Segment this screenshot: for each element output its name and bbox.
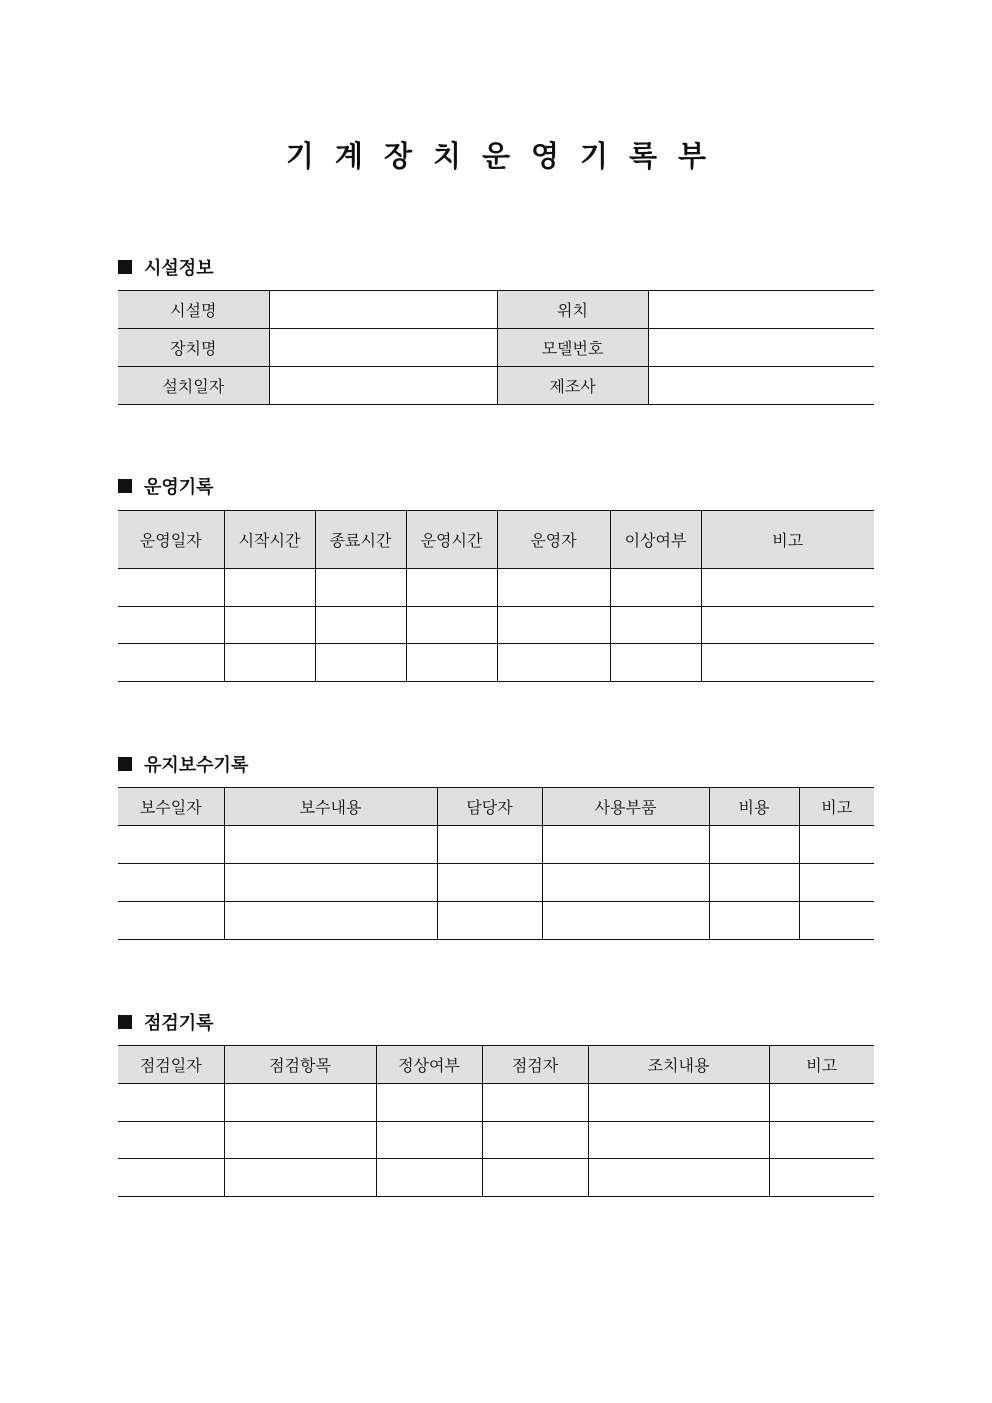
table-cell[interactable] xyxy=(769,1084,874,1122)
table-cell[interactable] xyxy=(118,644,224,682)
maintenance-record-table xyxy=(118,787,874,940)
column-header: 담당자 xyxy=(437,788,542,826)
table-cell[interactable] xyxy=(315,606,406,644)
column-header: 비고 xyxy=(769,1046,874,1084)
section-heading-facility xyxy=(118,254,214,280)
facility-name-field[interactable] xyxy=(269,291,497,329)
header-row xyxy=(118,1046,874,1084)
table-cell[interactable] xyxy=(610,644,701,682)
table-cell[interactable] xyxy=(224,569,315,607)
section-title: 시설정보 xyxy=(144,258,214,279)
table-cell[interactable] xyxy=(588,1121,769,1159)
table-cell[interactable] xyxy=(542,864,709,902)
table-cell[interactable] xyxy=(224,1121,376,1159)
table-cell[interactable] xyxy=(406,644,497,682)
table-cell[interactable] xyxy=(376,1159,482,1197)
device-name-field[interactable] xyxy=(269,329,497,367)
table-cell[interactable] xyxy=(118,1159,224,1197)
column-header: 보수내용 xyxy=(224,788,437,826)
column-header: 조치내용 xyxy=(588,1046,769,1084)
table-cell[interactable] xyxy=(497,606,610,644)
table-row xyxy=(118,826,874,864)
table-row xyxy=(118,1084,874,1122)
label-location: 위치 xyxy=(497,291,648,329)
header-row xyxy=(118,511,874,569)
table-cell[interactable] xyxy=(224,1159,376,1197)
column-header: 이상여부 xyxy=(610,511,701,569)
table-row xyxy=(118,569,874,607)
table-cell[interactable] xyxy=(610,569,701,607)
label-manufacturer: 제조사 xyxy=(497,367,648,405)
install-date-field[interactable] xyxy=(269,367,497,405)
column-header: 점검일자 xyxy=(118,1046,224,1084)
square-bullet-icon xyxy=(118,260,132,274)
column-header: 보수일자 xyxy=(118,788,224,826)
table-cell[interactable] xyxy=(406,606,497,644)
table-cell[interactable] xyxy=(315,644,406,682)
table-cell[interactable] xyxy=(224,644,315,682)
location-field[interactable] xyxy=(648,291,874,329)
table-cell[interactable] xyxy=(118,864,224,902)
table-row xyxy=(118,606,874,644)
section-heading-operation xyxy=(118,473,214,499)
table-cell[interactable] xyxy=(709,826,799,864)
column-header: 정상여부 xyxy=(376,1046,482,1084)
section-heading-inspection xyxy=(118,1009,214,1035)
table-cell[interactable] xyxy=(118,606,224,644)
column-header: 점검자 xyxy=(482,1046,588,1084)
table-cell[interactable] xyxy=(437,902,542,940)
table-cell[interactable] xyxy=(315,569,406,607)
facility-info-table xyxy=(118,290,874,405)
label-device-name: 장치명 xyxy=(118,329,269,367)
table-cell[interactable] xyxy=(437,826,542,864)
column-header: 운영시간 xyxy=(406,511,497,569)
table-cell[interactable] xyxy=(701,644,874,682)
table-cell[interactable] xyxy=(542,826,709,864)
label-facility-name: 시설명 xyxy=(118,291,269,329)
square-bullet-icon xyxy=(118,479,132,493)
column-header: 사용부품 xyxy=(542,788,709,826)
table-cell[interactable] xyxy=(542,902,709,940)
table-cell[interactable] xyxy=(709,902,799,940)
table-cell[interactable] xyxy=(224,826,437,864)
table-cell[interactable] xyxy=(701,606,874,644)
column-header: 비고 xyxy=(799,788,874,826)
table-cell[interactable] xyxy=(406,569,497,607)
column-header: 시작시간 xyxy=(224,511,315,569)
table-cell[interactable] xyxy=(224,606,315,644)
table-row xyxy=(118,1159,874,1197)
table-cell[interactable] xyxy=(497,569,610,607)
table-cell[interactable] xyxy=(709,864,799,902)
section-heading-maintenance xyxy=(118,751,248,777)
table-row xyxy=(118,1121,874,1159)
column-header: 비고 xyxy=(701,511,874,569)
table-row xyxy=(118,902,874,940)
table-cell[interactable] xyxy=(118,826,224,864)
table-cell[interactable] xyxy=(482,1159,588,1197)
table-cell[interactable] xyxy=(482,1084,588,1122)
square-bullet-icon xyxy=(118,1015,132,1029)
table-cell[interactable] xyxy=(224,902,437,940)
label-install-date: 설치일자 xyxy=(118,367,269,405)
table-cell[interactable] xyxy=(799,902,874,940)
model-number-field[interactable] xyxy=(648,329,874,367)
table-cell[interactable] xyxy=(497,644,610,682)
table-cell[interactable] xyxy=(610,606,701,644)
table-cell[interactable] xyxy=(799,864,874,902)
label-model-number: 모델번호 xyxy=(497,329,648,367)
table-row xyxy=(118,644,874,682)
table-cell[interactable] xyxy=(437,864,542,902)
column-header: 비용 xyxy=(709,788,799,826)
column-header: 운영자 xyxy=(497,511,610,569)
table-cell[interactable] xyxy=(224,1084,376,1122)
table-cell[interactable] xyxy=(376,1121,482,1159)
table-cell[interactable] xyxy=(799,826,874,864)
column-header: 운영일자 xyxy=(118,511,224,569)
table-cell[interactable] xyxy=(118,1121,224,1159)
section-title: 운영기록 xyxy=(144,477,214,498)
column-header: 종료시간 xyxy=(315,511,406,569)
table-cell[interactable] xyxy=(224,864,437,902)
column-header: 점검항목 xyxy=(224,1046,376,1084)
table-cell[interactable] xyxy=(482,1121,588,1159)
manufacturer-field[interactable] xyxy=(648,367,874,405)
table-cell[interactable] xyxy=(769,1121,874,1159)
inspection-record-table xyxy=(118,1045,874,1197)
table-cell[interactable] xyxy=(588,1084,769,1122)
page-title: 기계장치운영기록부 xyxy=(285,139,728,173)
table-cell[interactable] xyxy=(769,1159,874,1197)
square-bullet-icon xyxy=(118,757,132,771)
table-cell[interactable] xyxy=(376,1084,482,1122)
table-row xyxy=(118,864,874,902)
table-cell[interactable] xyxy=(118,902,224,940)
table-cell[interactable] xyxy=(701,569,874,607)
table-cell[interactable] xyxy=(588,1159,769,1197)
table-cell[interactable] xyxy=(118,569,224,607)
operation-record-table xyxy=(118,510,874,682)
section-title: 점검기록 xyxy=(144,1013,214,1034)
section-title: 유지보수기록 xyxy=(144,755,249,776)
table-cell[interactable] xyxy=(118,1084,224,1122)
header-row xyxy=(118,788,874,826)
